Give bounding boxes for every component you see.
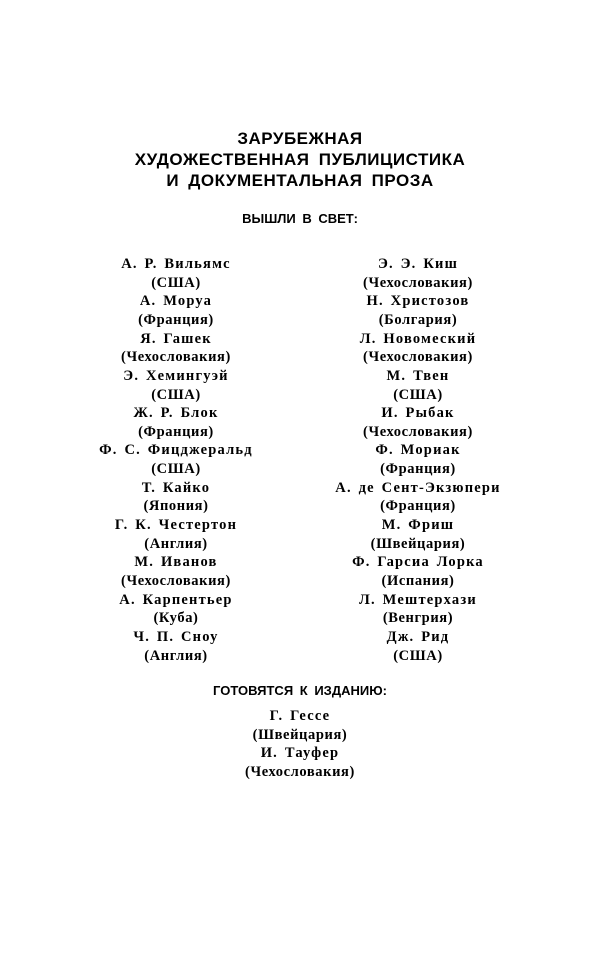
book-entry [41,591,311,628]
author-name: Э. Э. Киш [377,256,459,272]
author-country: (Англия) [144,647,208,664]
author-country: (Франция) [138,311,214,328]
author-country: (США) [151,274,201,291]
published-list-right [283,255,553,665]
book-entry [41,516,311,553]
book-entry [283,553,553,590]
series-title-line-1: ЗАРУБЕЖНАЯ [237,129,363,148]
upcoming-list [165,707,435,782]
published-list-left [41,255,311,665]
author-name: Н. Христозов [366,293,470,310]
author-country: (Чехословакия) [245,763,355,780]
book-entry [41,292,311,329]
book-entry [283,479,553,516]
book-entry [283,591,553,628]
author-country: (Франция) [380,461,456,478]
author-country: (Швейцария) [252,726,348,743]
author-country: (Англия) [144,535,208,552]
series-title-line-2: ХУДОЖЕСТВЕННАЯ ПУБЛИЦИСТИКА [134,150,466,169]
book-entry [41,479,311,516]
author-name: И. Тауфер [260,745,340,762]
series-title-line-3: И ДОКУМЕНТАЛЬНАЯ ПРОЗА [166,171,434,190]
author-country: (Чехословакия) [363,274,473,291]
author-name: Г. К. Честертон [114,517,238,534]
author-country: (Венгрия) [382,610,454,627]
book-entry [283,367,553,404]
book-entry [41,553,311,590]
author-name: Ф. Гарсиа Лорка [352,554,484,571]
author-country: (США) [151,461,201,478]
author-name: Я. Гашек [140,330,212,347]
author-name: Э. Хемингуэй [123,367,229,384]
book-entry [41,628,311,665]
author-country: (США) [151,386,201,403]
book-entry [283,255,553,292]
book-entry [283,628,553,665]
book-entry [41,330,311,367]
author-name: Л. Новомеский [359,330,477,347]
author-name: Ф. С. Фицджеральд [99,442,253,459]
book-entry [283,292,553,329]
book-entry [283,516,553,553]
author-name: Г. Гессе [269,708,331,724]
book-entry [165,744,435,781]
author-country: (Чехословакия) [121,573,231,590]
author-name: И. Рыбак [381,405,455,422]
author-name: А. Р. Вильямс [121,256,231,272]
author-name: Ж. Р. Блок [133,405,219,422]
upcoming-heading: ГОТОВЯТСЯ К ИЗДАНИЮ: [213,683,387,698]
author-name: Т. Кайко [141,479,211,496]
author-country: (Франция) [380,498,456,515]
author-name: М. Твен [386,367,450,384]
author-name: А. Карпентьер [119,591,233,608]
author-country: (Франция) [138,423,214,440]
author-country: (США) [393,647,443,664]
book-entry [283,404,553,441]
author-name: М. Фриш [381,517,455,534]
author-country: (Испания) [381,573,455,590]
book-entry [41,404,311,441]
book-entry [165,707,435,744]
author-country: (Чехословакия) [363,423,473,440]
book-entry [283,441,553,478]
published-heading: ВЫШЛИ В СВЕТ: [242,211,358,226]
author-country: (Япония) [143,498,209,515]
book-entry [41,441,311,478]
author-name: А. Моруа [139,293,213,310]
author-name: М. Иванов [134,554,218,571]
author-name: Ф. Мориак [375,442,461,459]
book-entry [41,255,311,292]
author-name: Дж. Рид [386,628,450,645]
author-country: (Чехословакия) [363,349,473,366]
author-country: (Болгария) [378,311,458,328]
author-country: (Швейцария) [370,535,466,552]
author-name: Ч. П. Сноу [133,628,219,645]
book-entry [41,367,311,404]
author-name: А. де Сент-Экзюпери [335,479,501,496]
author-country: (Чехословакия) [121,349,231,366]
author-country: (Куба) [153,610,199,627]
author-country: (США) [393,386,443,403]
book-entry [283,330,553,367]
series-title [0,128,600,191]
author-name: Л. Мештерхази [359,591,477,608]
